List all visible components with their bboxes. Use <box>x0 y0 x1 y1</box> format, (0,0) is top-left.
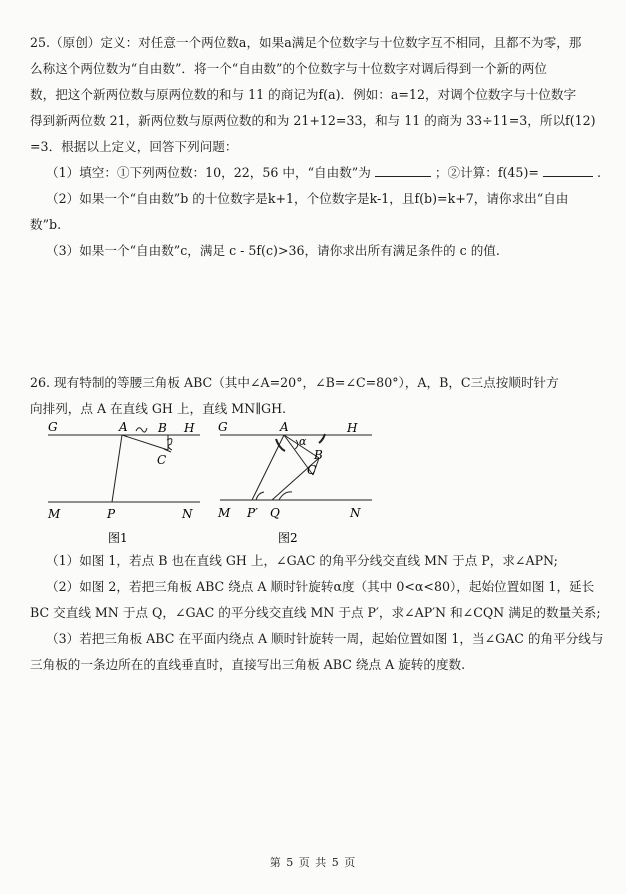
label-c: C <box>307 463 317 477</box>
label-n: N <box>350 506 361 520</box>
label-q: Q <box>270 506 280 520</box>
q26-line-1: 26. 现有特制的等腰三角板 ABC（其中∠A=20°，∠B=∠C=80°），A，B，C三点按顺时针方 <box>30 375 559 390</box>
angle-mark-p <box>256 492 264 500</box>
q26-part-2-line-1: （2）如图 2，若把三角板 ABC 绕点 A 顺时针旋转α度（其中 0<α<80），起始位置如图 1，延长 <box>46 579 595 594</box>
angle-mark-q <box>279 492 292 500</box>
q26-line-2: 向排列，点 A 在直线 GH 上，直线 MN∥GH. <box>30 401 287 416</box>
question-26-parts <box>30 548 604 678</box>
answer-blank-f45[interactable] <box>543 163 593 177</box>
figure-2-caption: 图2 <box>278 531 298 545</box>
q25-part-1-text-a: （1）填空：①下列两位数：10，22，56 中，“自由数”为 <box>46 165 371 180</box>
q25-part-1 <box>30 160 600 186</box>
figure-2-diagram <box>212 418 382 548</box>
q26-part-3-line-1: （3）若把三角板 ABC 在平面内绕点 A 顺时针旋转一周，起始位置如图 1，当∠GAC 的角平分线与 <box>46 631 604 646</box>
q25-line-2: 么称这个两位数为“自由数”．将一个“自由数”的个位数字与十位数字对调后得到一个新的两位 <box>30 61 547 76</box>
label-c: C <box>157 453 167 467</box>
side-ac <box>122 435 168 450</box>
q25-part-3: （3）如果一个“自由数”c，满足 c - 5f(c)>36，请你求出所有满足条件的 c 的值. <box>46 243 500 258</box>
label-m: M <box>48 507 61 521</box>
label-p: P <box>107 507 116 521</box>
label-g: G <box>48 420 58 434</box>
q25-line-1: 25.（原创）定义：对任意一个两位数a，如果a满足个位数字与十位数字互不相同，且都不为零，那 <box>30 35 582 50</box>
q26-part-1: （1）如图 1，若点 B 也在直线 GH 上，∠GAC 的角平分线交直线 MN 于点 P，求∠APN; <box>46 553 558 568</box>
label-b: B <box>158 421 167 435</box>
page-footer: 第 5 页 共 5 页 <box>269 856 357 869</box>
q26-part-3-line-2: 三角板的一条边所在的直线垂直时，直接写出三角板 ABC 绕点 A 旋转的度数. <box>30 657 466 672</box>
q25-line-5: =3．根据以上定义，回答下列问题： <box>30 139 238 154</box>
figure-1 <box>40 418 210 548</box>
angle-mark-a <box>136 428 147 432</box>
label-a: A <box>280 420 289 434</box>
label-n: N <box>182 507 193 521</box>
q25-part-2-line-1: （2）如果一个“自由数”b 的十位数字是k+1，个位数字是k-1，且f(b)=k+7，请你求出“自由 <box>46 191 569 206</box>
figure-1-caption: 图1 <box>108 531 128 545</box>
label-a: A <box>119 420 128 434</box>
q26-part-2-line-2: BC 交直线 MN 于点 Q，∠GAC 的平分线交直线 MN 于点 P′，求∠AP′N 和∠CQN 满足的数量关系; <box>30 605 601 620</box>
label-h: H <box>347 421 358 435</box>
bisector-ap <box>112 435 122 502</box>
q25-part-1-text-b: ；②计算：f(45)= <box>434 165 539 180</box>
q25-line-4: 得到新两位数 21，新两位数与原两位数的和为 21+12=33，和与 11 的商为 33÷11=3，所以f(12) <box>30 113 596 128</box>
question-25 <box>30 30 600 264</box>
q25-line-3: 数，把这个新两位数与原两位数的和与 11 的商记为f(a)．例如：a=12，对调个位数字与十位数字 <box>30 87 577 102</box>
figure-1-diagram <box>40 418 210 548</box>
label-m: M <box>218 506 231 520</box>
figure-2 <box>212 418 382 548</box>
angle-alpha-arc <box>295 440 298 449</box>
label-g: G <box>218 420 228 434</box>
label-p-prime: P′ <box>247 506 258 520</box>
q25-part-1-end: . <box>596 165 601 180</box>
answer-blank-free-numbers[interactable] <box>375 163 431 177</box>
q25-part-2-line-2: 数”b. <box>30 217 62 232</box>
label-alpha: α <box>299 435 307 448</box>
label-b: B <box>314 448 323 462</box>
label-h: H <box>184 421 195 435</box>
question-26 <box>30 370 600 422</box>
